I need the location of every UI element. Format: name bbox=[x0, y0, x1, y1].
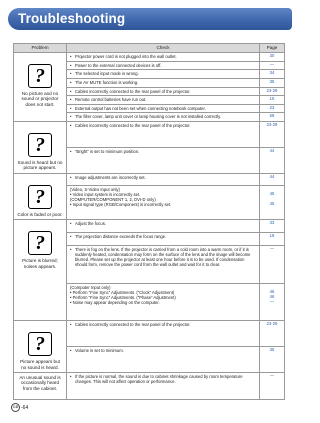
page-number: -64 bbox=[21, 404, 29, 411]
check-text: • Cables incorrectly connected to the rear panel of the projector. bbox=[70, 89, 257, 94]
check-text: • Cables incorrectly connected to the rear panel of the projector. bbox=[70, 123, 257, 128]
check-cell bbox=[67, 96, 260, 105]
question-mark-icon: ? bbox=[28, 231, 52, 255]
check-cell bbox=[67, 373, 260, 400]
page-ref-cell: 19 bbox=[260, 233, 285, 246]
page-ref-cell: — bbox=[260, 61, 285, 70]
check-text: • The AV MUTE function is working. bbox=[70, 80, 257, 85]
problem-cell bbox=[14, 122, 67, 174]
check-cell bbox=[67, 220, 260, 233]
check-text: • Cables incorrectly connected to the rear panel of the projector. bbox=[70, 322, 257, 327]
table-header-row bbox=[14, 44, 285, 53]
page-ref: 46 bbox=[269, 293, 275, 299]
check-cell bbox=[67, 283, 260, 321]
page-ref-cell: 30 bbox=[260, 53, 285, 62]
title-banner bbox=[8, 8, 292, 30]
page-ref-cell: 23-29 bbox=[260, 321, 285, 347]
page-ref-cell: 23-29 bbox=[260, 122, 285, 148]
check-cell bbox=[67, 185, 260, 219]
problem-text: Picture is blurred; noises appears. bbox=[22, 258, 58, 269]
page-ref: — bbox=[269, 298, 275, 304]
page-ref-cell: 35 bbox=[260, 78, 285, 87]
check-cell bbox=[67, 147, 260, 173]
check-text: (Computer Input only) • Perform “Fine Sync” Adjustments. (“Clock” Adjustment) • Perform “Fine Sync” Adjustments. (“Phase” Adjustment) • Noise may appear depending on the computer. bbox=[70, 284, 176, 305]
page-ref-cell: — bbox=[260, 246, 285, 284]
check-cell bbox=[67, 70, 260, 79]
page-ref: 45 bbox=[269, 190, 275, 196]
check-cell bbox=[67, 321, 260, 347]
check-cell bbox=[67, 78, 260, 87]
problem-cell bbox=[14, 220, 67, 321]
problem-cell bbox=[14, 373, 67, 400]
problem-cell bbox=[14, 53, 67, 122]
check-cell bbox=[67, 53, 260, 62]
header-check: Check bbox=[67, 44, 260, 53]
check-text: • There is fog on the lens. If the projector is carried from a cold room into a warm room, or if it is suddenly heated, condensation may form on the surface of the lens and the image will become blurred. Please set up the projector at least one hour before it is to be used. If condensation should form, remove the power cord from the wall outlet and wait for it to clear. bbox=[70, 247, 257, 267]
check-cell bbox=[67, 173, 260, 185]
page-ref: 45 bbox=[269, 201, 275, 207]
page-ref-cell: 44 bbox=[260, 173, 285, 185]
check-cell bbox=[67, 233, 260, 246]
check-cell bbox=[67, 347, 260, 373]
troubleshooting-table bbox=[13, 43, 285, 400]
check-text: • External output has not been set when connecting notebook computer. bbox=[70, 106, 257, 111]
check-text: • Projector power cord is not plugged into the wall outlet. bbox=[70, 54, 257, 59]
table-row bbox=[14, 321, 285, 347]
page-ref-cell: 34 bbox=[260, 70, 285, 79]
check-cell bbox=[67, 61, 260, 70]
page-ref-cell: 23-29 bbox=[260, 87, 285, 96]
check-text: • If the picture is normal, the sound is due to cabinet shrinkage caused by room temperature changes. This will not affect operation or performance. bbox=[70, 374, 257, 384]
header-problem: Problem bbox=[14, 44, 67, 53]
question-mark-icon: ? bbox=[28, 64, 52, 88]
table-row bbox=[14, 373, 285, 400]
problem-cell bbox=[14, 321, 67, 373]
page-ref-cell bbox=[260, 283, 285, 321]
check-text: • Volume is set to minimum. bbox=[70, 348, 257, 353]
problem-text: Color is faded or poor. bbox=[17, 211, 63, 217]
problem-cell bbox=[14, 173, 67, 219]
page-ref-cell: 33 bbox=[260, 220, 285, 233]
check-cell bbox=[67, 246, 260, 284]
page-title: Troubleshooting bbox=[18, 11, 126, 26]
problem-text: No picture and no sound or projector does not start. bbox=[21, 91, 59, 107]
check-text: • The filter cover, lamp unit cover or lamp housing cover is not installed correctly. bbox=[70, 114, 257, 119]
question-mark-icon: ? bbox=[28, 133, 52, 157]
check-text: • The projection distance exceeds the focus range. bbox=[70, 234, 257, 239]
check-cell bbox=[67, 104, 260, 113]
page-ref-cell: 35 bbox=[260, 347, 285, 373]
page-ref-cell: 23 bbox=[260, 104, 285, 113]
problem-text: Picture appears but no sound is heard. bbox=[20, 359, 60, 370]
page-ref-cell bbox=[260, 185, 285, 219]
check-text: • Remote control batteries have run out. bbox=[70, 97, 257, 102]
check-text: • Power to the external connected devices is off. bbox=[70, 63, 257, 68]
table-row bbox=[14, 53, 285, 62]
table-row bbox=[14, 122, 285, 148]
page-footer bbox=[11, 403, 28, 412]
question-mark-icon: ? bbox=[28, 332, 52, 356]
problem-text: Sound is heard but no picture appears. bbox=[17, 160, 63, 171]
problem-text: An unusual sound is occasionally heard from the cabinet. bbox=[19, 375, 61, 391]
table-row bbox=[14, 173, 285, 185]
check-text: • “Bright” is set to minimum position. bbox=[70, 149, 257, 154]
question-mark-icon: ? bbox=[28, 185, 52, 209]
page-ref: 46 bbox=[269, 288, 275, 294]
check-cell bbox=[67, 113, 260, 122]
check-text: • The selected input mode is wrong. bbox=[70, 71, 257, 76]
page-ref-cell: 15 bbox=[260, 96, 285, 105]
check-cell bbox=[67, 122, 260, 148]
page-ref-cell: 44 bbox=[260, 147, 285, 173]
check-text: (Video, S-Video Input only) • Video input system is incorrectly set. (COMPUTER/COMPONENT 1, 2, DVI-D only) • Input signal type (RGB/Component) is incorrectly set. bbox=[70, 186, 172, 208]
page-ref-cell: — bbox=[260, 373, 285, 400]
language-badge: GB bbox=[11, 403, 20, 412]
page-ref-cell: 59 bbox=[260, 113, 285, 122]
check-text: • Image adjustments are incorrectly set. bbox=[70, 175, 257, 180]
header-page: Page bbox=[260, 44, 285, 53]
check-cell bbox=[67, 87, 260, 96]
check-text: • Adjust the focus. bbox=[70, 221, 257, 226]
table-row bbox=[14, 220, 285, 233]
